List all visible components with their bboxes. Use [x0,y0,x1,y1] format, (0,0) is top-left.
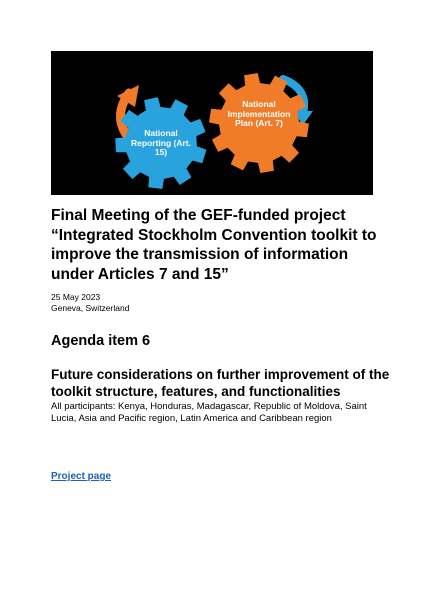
participants-text: All participants: Kenya, Honduras, Madagascar, Republic of Moldova, Saint Lucia, Asia and Pacific region, Latin America and Caribbean region [51,401,367,424]
left-gear-label: National Reporting (Art. 15) [131,128,191,157]
right-gear-label: National Implementation Plan (Art. 7) [227,99,291,128]
gears-illustration [51,51,373,195]
meeting-title: Final Meeting of the GEF-funded project “Integrated Stockholm Convention toolkit to improve the transmission of information under Articles 7 and 15” [51,207,377,283]
project-page-link[interactable]: Project page [51,471,112,482]
meeting-date: 25 May 2023 [51,292,101,302]
meeting-meta [51,292,129,314]
agenda-item: Agenda item 6 [51,333,151,349]
agenda-subtitle: Future considerations on further improvement of the toolkit structure, features, and functionalities [51,367,390,399]
meeting-location: Geneva, Switzerland [51,303,130,313]
header-banner-image [51,51,373,195]
